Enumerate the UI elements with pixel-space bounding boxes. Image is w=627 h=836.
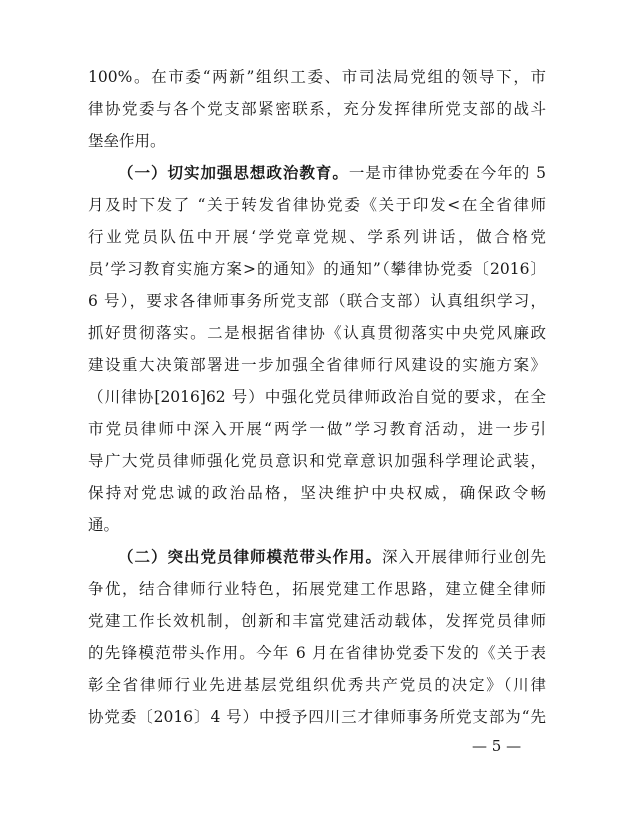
paragraph-line: 6 号），要求各律师事务所党支部（联合支部）认真组织学习， xyxy=(88,292,546,310)
paragraph-line: 月及时下发了 “关于转发省律协党委《关于印发<在全省律师 xyxy=(88,196,546,214)
section-2-lead-text: 深入开展律师行业创先 xyxy=(381,548,546,566)
page-number: — 5 — xyxy=(472,737,522,755)
paragraph-line: 100%。在市委“两新”组织工委、市司法局党组的领导下，市 xyxy=(88,68,546,86)
paragraph-line: 通。 xyxy=(88,516,120,534)
paragraph-line: 导广大党员律师强化党员意识和党章意识加强科学理论武装， xyxy=(88,452,546,470)
paragraph-line: 党建工作长效机制，创新和丰富党建活动载体，发挥党员律师 xyxy=(88,612,546,630)
section-1-heading: （一）切实加强思想政治教育。 xyxy=(118,163,349,182)
section-1-first-line xyxy=(118,161,546,185)
paragraph-line: 员’学习教育实施方案>的通知》的通知”（攀律协党委〔2016〕 xyxy=(88,260,546,278)
paragraph-line: 争优，结合律师行业特色，拓展党建工作思路，建立健全律师 xyxy=(88,580,546,598)
paragraph-line: 彰全省律师行业先进基层党组织优秀共产党员的决定》（川律 xyxy=(88,676,546,694)
section-1-lead-text: 一是市律协党委在今年的 5 xyxy=(348,164,546,182)
paragraph-line: 律协党委与各个党支部紧密联系，充分发挥律所党支部的战斗 xyxy=(88,100,546,118)
paragraph-line: 协党委〔2016〕4 号）中授予四川三才律师事务所党支部为“先 xyxy=(88,708,546,726)
paragraph-line: 市党员律师中深入开展“两学一做”学习教育活动，进一步引 xyxy=(88,420,546,438)
paragraph-line: 行业党员队伍中开展‘学党章党规、学系列讲话，做合格党 xyxy=(88,228,546,246)
paragraph-line: 建设重大决策部署进一步加强全省律师行风建设的实施方案》 xyxy=(88,356,546,374)
paragraph-line: （川律协[2016]62 号）中强化党员律师政治自觉的要求，在全 xyxy=(88,388,546,406)
paragraph-line: 的先锋模范带头作用。今年 6 月在省律协党委下发的《关于表 xyxy=(88,644,546,662)
paragraph-line: 堡垒作用。 xyxy=(88,132,166,150)
section-2-heading: （二）突出党员律师模范带头作用。 xyxy=(118,547,382,566)
paragraph-line: 保持对党忠诚的政治品格，坚决维护中央权威，确保政令畅 xyxy=(88,484,546,502)
section-2-first-line xyxy=(118,545,546,569)
paragraph-line: 抓好贯彻落实。二是根据省律协《认真贯彻落实中央党风廉政 xyxy=(88,324,546,342)
